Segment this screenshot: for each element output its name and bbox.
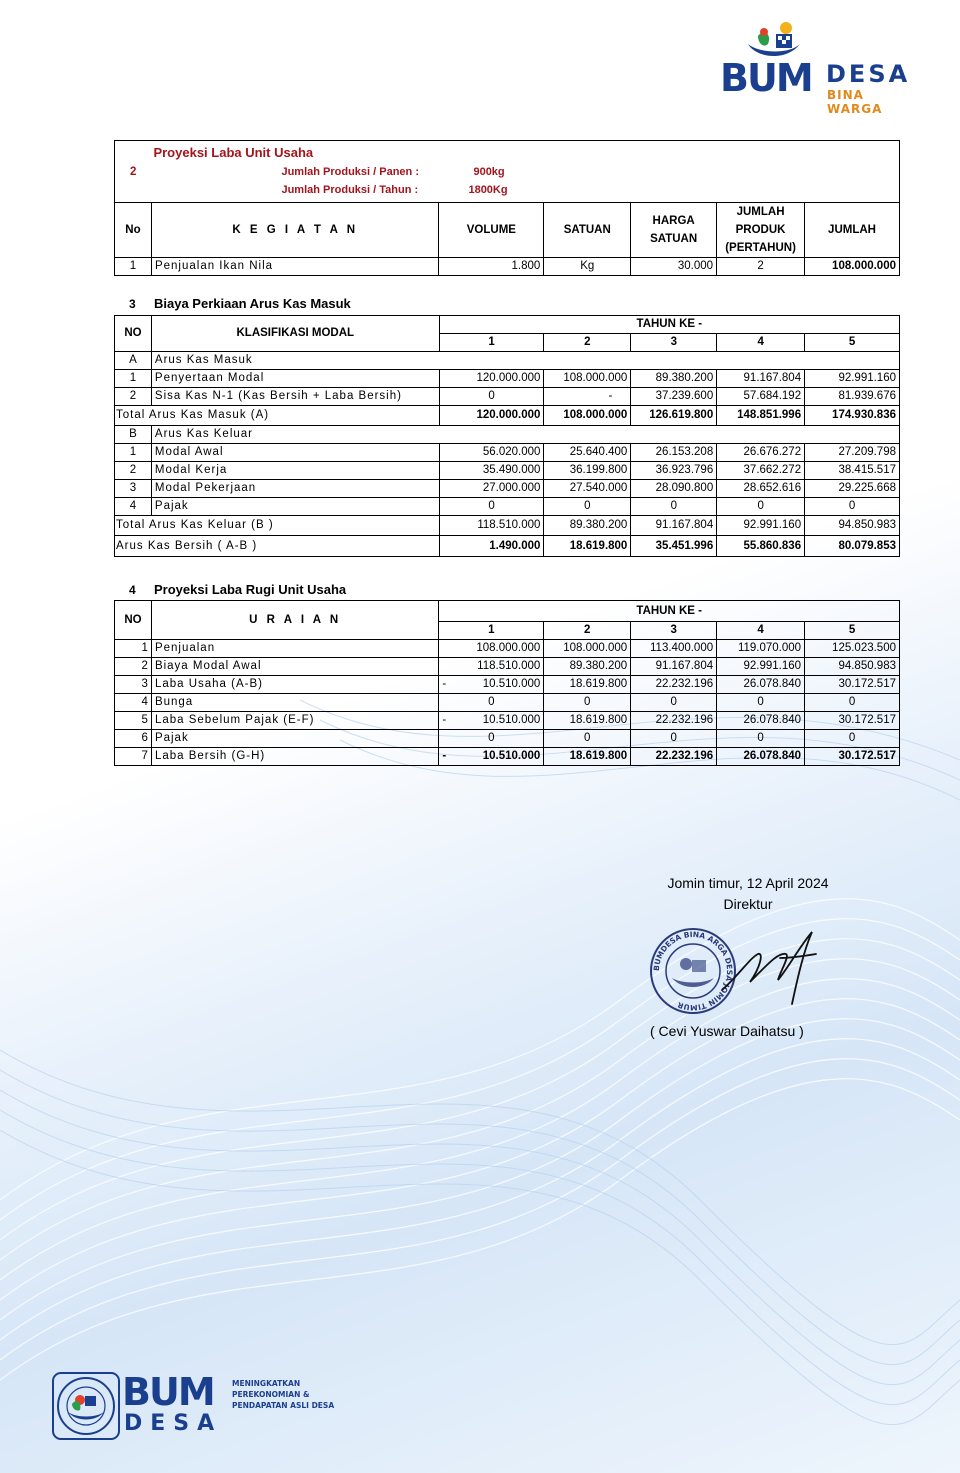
section3-title: Biaya Perkiaan Arus Kas Masuk	[154, 296, 351, 311]
group-label: Arus Kas Masuk	[151, 352, 899, 370]
row-value: 57.684.192	[717, 388, 805, 406]
row-value: 30.172.517	[805, 676, 900, 694]
total-value: 92.991.160	[717, 516, 805, 536]
total-value: 89.380.200	[544, 516, 631, 536]
row-value: 120.000.000	[439, 370, 544, 388]
row-value: 22.232.196	[631, 748, 717, 766]
stamp-text: BUMDESA BINA ARGA DESA JOMIN TIMUR	[651, 929, 735, 1013]
footer-seal-icon	[52, 1372, 120, 1440]
group-label: Arus Kas Keluar	[151, 426, 899, 444]
table-row	[115, 480, 900, 498]
row-value-cell	[439, 748, 544, 766]
row-label: Laba Sebelum Pajak (E-F)	[151, 712, 438, 730]
header-year: 3	[631, 622, 717, 640]
row-value: 27.209.798	[805, 444, 900, 462]
header-uraian: U R A I A N	[151, 601, 438, 640]
footer-desa-text: DESA	[124, 1411, 223, 1436]
header-no: NO	[115, 316, 152, 352]
header-tahun: TAHUN KE -	[439, 316, 899, 334]
row-value: 10.510.000	[482, 750, 541, 762]
footer-bum-text: BUM	[122, 1370, 214, 1414]
table-row	[115, 444, 900, 462]
row-value: 0	[439, 730, 544, 748]
row-value: 113.400.000	[631, 640, 717, 658]
table-row	[115, 730, 900, 748]
header-tahun: TAHUN KE -	[439, 601, 900, 622]
row-value: 0	[805, 730, 900, 748]
table-row	[115, 694, 900, 712]
total-value: 148.851.996	[717, 406, 805, 426]
total-value: 126.619.800	[631, 406, 717, 426]
row-label: Pajak	[151, 730, 438, 748]
row-value: 91.167.804	[631, 658, 717, 676]
section4-title: Proyeksi Laba Rugi Unit Usaha	[154, 582, 347, 597]
row-value: 22.232.196	[631, 676, 717, 694]
header-year: 2	[544, 334, 631, 352]
row-value: 119.070.000	[717, 640, 805, 658]
row-value: 94.850.983	[805, 658, 900, 676]
row-no: 4	[115, 498, 152, 516]
logo-desa-text: DESA	[826, 60, 911, 88]
row-value: 89.380.200	[544, 658, 631, 676]
row-value: 28.090.800	[631, 480, 717, 498]
row-no: 7	[115, 748, 152, 766]
row-jumlah-produk: 2	[717, 258, 805, 276]
row-value: 28.652.616	[717, 480, 805, 498]
row-value: 0	[544, 694, 631, 712]
logo-bum-text: BUM	[720, 56, 812, 100]
table-row	[115, 258, 900, 276]
net-value: 55.860.836	[717, 536, 805, 557]
negative-sign: -	[442, 750, 447, 762]
table-row	[115, 498, 900, 516]
net-value: 1.490.000	[439, 536, 544, 557]
header-kegiatan: K E G I A T A N	[151, 203, 439, 258]
header-no: NO	[115, 601, 152, 640]
footer-logo	[52, 1372, 352, 1444]
total-value: 120.000.000	[439, 406, 544, 426]
row-label: Sisa Kas N-1 (Kas Bersih + Laba Bersih)	[151, 388, 439, 406]
header-jumlah-produk-line1: JUMLAH	[736, 206, 785, 218]
header-jumlah-produk-line3: (PERTAHUN)	[725, 242, 796, 254]
row-value: 108.000.000	[544, 370, 631, 388]
header-year: 5	[805, 622, 900, 640]
production-tahun-label: Jumlah Produksi / Tahun :	[281, 184, 419, 196]
section2-number: 2	[115, 141, 152, 203]
row-label: Bunga	[151, 694, 438, 712]
row-value: 0	[631, 694, 717, 712]
row-no: 2	[115, 388, 152, 406]
net-value: 18.619.800	[544, 536, 631, 557]
net-value: 80.079.853	[805, 536, 900, 557]
signature-place-date: Jomin timur, 12 April 2024	[667, 875, 829, 891]
section2-title: Proyeksi Laba Unit Usaha	[153, 145, 314, 160]
row-value: 0	[805, 498, 900, 516]
row-no: 5	[115, 712, 152, 730]
row-value: 26.153.208	[631, 444, 717, 462]
table-row	[115, 640, 900, 658]
header-harga-line2: SATUAN	[650, 233, 698, 245]
row-value: 0	[805, 694, 900, 712]
total-row	[115, 406, 900, 426]
total-label: Total Arus Kas Keluar (B )	[115, 516, 440, 536]
row-label: Biaya Modal Awal	[151, 658, 438, 676]
header-jumlah-produk-line2: PRODUK	[735, 224, 786, 236]
row-value: 10.510.000	[482, 714, 541, 726]
table-row	[115, 388, 900, 406]
row-value: 0	[544, 498, 631, 516]
header-year: 1	[439, 622, 544, 640]
row-value: 37.239.600	[631, 388, 717, 406]
row-value: 0	[717, 730, 805, 748]
row-value: 81.939.676	[805, 388, 900, 406]
group-code: A	[115, 352, 152, 370]
header-harga-line1: HARGA	[652, 215, 695, 227]
signature-name: ( Cevi Yuswar Daihatsu )	[650, 1023, 804, 1039]
header-jumlah-produk	[717, 203, 805, 258]
row-no: 1	[115, 444, 152, 462]
row-no: 3	[115, 676, 152, 694]
header-jumlah: JUMLAH	[805, 203, 900, 258]
group-code: B	[115, 426, 152, 444]
row-no: 3	[115, 480, 152, 498]
header-year: 4	[717, 622, 805, 640]
row-value: 0	[439, 388, 544, 406]
negative-sign: -	[442, 678, 447, 690]
signature-scribble-icon	[720, 928, 830, 1008]
footer-tagline-line2: PEREKONOMIAN &	[232, 1390, 310, 1399]
row-value: 36.199.800	[544, 462, 631, 480]
row-value-cell	[439, 640, 544, 658]
group-row	[115, 352, 900, 370]
row-value: 18.619.800	[544, 676, 631, 694]
row-value: 0	[717, 694, 805, 712]
section4-number: 4	[129, 583, 136, 597]
row-value: 56.020.000	[439, 444, 544, 462]
row-value: 0	[631, 730, 717, 748]
header-no: No	[115, 203, 152, 258]
row-value: 37.662.272	[717, 462, 805, 480]
row-label: Modal Awal	[151, 444, 439, 462]
row-no: 1	[115, 370, 152, 388]
header-satuan: SATUAN	[544, 203, 631, 258]
header-year: 1	[439, 334, 544, 352]
arus-kas-table	[114, 315, 900, 557]
row-value: 0	[717, 498, 805, 516]
net-label: Arus Kas Bersih ( A-B )	[115, 536, 440, 557]
row-value: 0	[439, 694, 544, 712]
production-tahun-value: 1800Kg	[468, 184, 508, 196]
footer-tagline-line3: PENDAPATAN ASLI DESA	[232, 1401, 335, 1410]
section2-header-cell	[151, 141, 899, 203]
row-value: 118.510.000	[439, 658, 544, 676]
total-value: 91.167.804	[631, 516, 717, 536]
table-row	[115, 748, 900, 766]
header-year: 5	[805, 334, 900, 352]
row-label: Laba Bersih (G-H)	[151, 748, 438, 766]
row-label: Laba Usaha (A-B)	[151, 676, 438, 694]
table-row	[115, 712, 900, 730]
row-label: Modal Pekerjaan	[151, 480, 439, 498]
row-value: 18.619.800	[544, 748, 631, 766]
row-value: 18.619.800	[544, 712, 631, 730]
row-value: 0	[544, 730, 631, 748]
total-value: 108.000.000	[544, 406, 631, 426]
row-harga: 30.000	[631, 258, 717, 276]
footer-tagline-line1: MENINGKATKAN	[232, 1379, 301, 1388]
row-value: 22.232.196	[631, 712, 717, 730]
header-year: 2	[544, 622, 631, 640]
total-label: Total Arus Kas Masuk (A)	[115, 406, 440, 426]
row-value: 27.000.000	[439, 480, 544, 498]
row-value: 35.490.000	[439, 462, 544, 480]
production-panen-value: 900kg	[473, 166, 505, 178]
row-value: 0	[631, 498, 717, 516]
row-value: 26.078.840	[717, 748, 805, 766]
row-no: 1	[115, 258, 152, 276]
row-value: 27.540.000	[544, 480, 631, 498]
row-value: 92.991.160	[805, 370, 900, 388]
row-value: 92.991.160	[717, 658, 805, 676]
row-label: Modal Kerja	[151, 462, 439, 480]
row-value: 91.167.804	[717, 370, 805, 388]
section3-number: 3	[129, 297, 136, 311]
total-value: 94.850.983	[805, 516, 900, 536]
row-no: 2	[115, 658, 152, 676]
header-year: 3	[631, 334, 717, 352]
row-label: Pajak	[151, 498, 439, 516]
production-panen-label: Jumlah Produksi / Panen :	[281, 166, 419, 178]
row-value: 10.510.000	[482, 678, 541, 690]
header-year: 4	[717, 334, 805, 352]
row-value-cell	[439, 712, 544, 730]
row-label: Penjualan	[151, 640, 438, 658]
row-volume: 1.800	[439, 258, 544, 276]
negative-sign: -	[442, 714, 447, 726]
row-no: 1	[115, 640, 152, 658]
table-row	[115, 658, 900, 676]
row-value: 108.000.000	[476, 642, 541, 654]
laba-rugi-table	[114, 600, 900, 766]
row-value: 29.225.668	[805, 480, 900, 498]
group-row	[115, 426, 900, 444]
net-value: 35.451.996	[631, 536, 717, 557]
bumdesa-logo	[720, 18, 911, 116]
row-value: 125.023.500	[805, 640, 900, 658]
header-klasifikasi: KLASIFIKASI MODAL	[151, 316, 439, 352]
row-value: 89.380.200	[631, 370, 717, 388]
total-row	[115, 516, 900, 536]
laba-unit-usaha-table	[114, 140, 900, 276]
table-row	[115, 676, 900, 694]
logo-subtitle: BINA WARGA	[827, 88, 883, 116]
table-row	[115, 370, 900, 388]
row-no: 6	[115, 730, 152, 748]
footer-tagline	[232, 1378, 334, 1411]
row-value: 38.415.517	[805, 462, 900, 480]
row-value: 108.000.000	[544, 640, 631, 658]
row-no: 2	[115, 462, 152, 480]
net-row	[115, 536, 900, 557]
row-jumlah: 108.000.000	[805, 258, 900, 276]
row-value: 25.640.400	[544, 444, 631, 462]
row-value: 0	[439, 498, 544, 516]
row-value: 26.676.272	[717, 444, 805, 462]
row-value: 36.923.796	[631, 462, 717, 480]
row-value: 26.078.840	[717, 676, 805, 694]
total-value: 174.930.836	[805, 406, 900, 426]
row-kegiatan: Penjualan Ikan Nila	[151, 258, 439, 276]
row-value: -	[544, 388, 631, 406]
header-harga-satuan	[631, 203, 717, 258]
total-value: 118.510.000	[439, 516, 544, 536]
row-satuan: Kg	[544, 258, 631, 276]
row-value-cell	[439, 676, 544, 694]
header-volume: VOLUME	[439, 203, 544, 258]
row-label: Penyertaan Modal	[151, 370, 439, 388]
row-value: 30.172.517	[805, 748, 900, 766]
signature-position: Direktur	[723, 896, 773, 912]
row-value: 30.172.517	[805, 712, 900, 730]
table-row	[115, 462, 900, 480]
row-no: 4	[115, 694, 152, 712]
row-value: 26.078.840	[717, 712, 805, 730]
